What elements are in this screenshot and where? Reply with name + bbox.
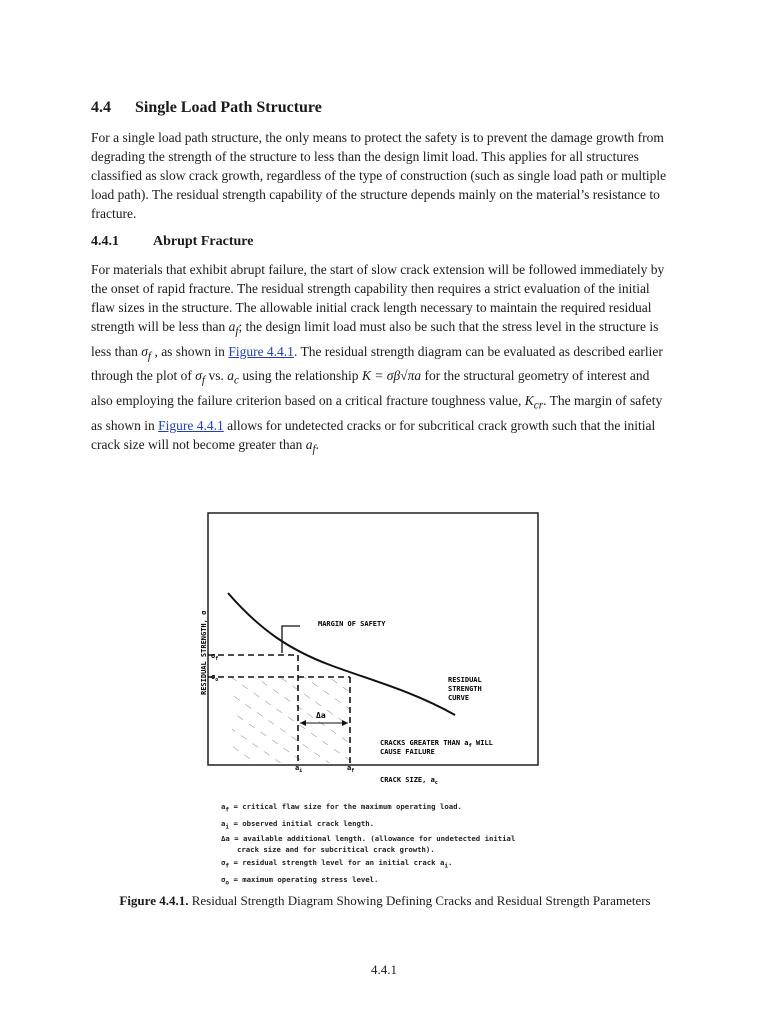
text-run: . The residual strength diagram can be evaluated as described earlier through the plot of — [91, 343, 663, 384]
y-axis-label: RESIDUAL STRENGTH, σ — [200, 610, 208, 695]
math-sigma-f-2: $\sigma_f$ — [195, 368, 206, 388]
margin-leader — [282, 626, 300, 653]
math-sigma-f: $\sigma_f$ — [141, 343, 152, 363]
figure-caption — [100, 892, 670, 910]
y-tick-sigma-o: $\sigma_o$ — [211, 673, 219, 683]
section-number: 4.4 — [91, 99, 111, 116]
math-af-2: $a_f$ — [305, 436, 316, 456]
subsection-heading — [91, 234, 253, 250]
delta-a-label: Δa — [316, 711, 326, 720]
curve-label-1: RESIDUAL — [448, 676, 482, 684]
legend-row: $\sigma_f$ = residual strength level for an initial crack $a_i$. — [221, 857, 453, 870]
failure-label-1: CRACKS GREATER THAN $a_f$ WILL — [380, 739, 493, 749]
text-run: . The margin of safety as shown in — [91, 393, 663, 433]
math-ac: $a_c$ — [227, 368, 239, 388]
text-run: For materials that exhibit abrupt failure, the start of slow crack extension will be followed immediately by the onset of rapid fracture. The residual strength capability then requires a strict evaluation of the initial flaw sizes in the structure. The allowable initial crack length necessary to maintain the required residual strength will be less than — [91, 262, 665, 334]
caption-label: Figure 4.4.1. — [119, 893, 189, 908]
paragraph-abrupt-fracture — [91, 260, 671, 459]
subsection-title: Abrupt Fracture — [153, 234, 254, 249]
subsection-number: 4.4.1 — [91, 234, 119, 249]
legend-row: crack size and for subcritical crack growth). — [237, 844, 435, 854]
paragraph-intro: For a single load path structure, the only means to protect the safety is to prevent the damage growth from degrading the strength of the structure to less than the design limit load. This applies for all structures classified as slow crack growth, regardless of the type of construction (such as single load path or multiple load path). The residual strength capability of the structure depends mainly on the material’s resistance to fracture. — [91, 130, 667, 221]
math-kcr: $K_{cr}$ — [524, 393, 544, 412]
hatched-region — [232, 677, 350, 763]
text-run: using the relationship — [238, 368, 362, 384]
text-run: , as shown in — [151, 343, 229, 359]
section-title: Single Load Path Structure — [135, 99, 322, 116]
section-heading — [91, 99, 322, 117]
x-tick-af: $a_f$ — [347, 764, 355, 774]
legend-row: Δa = available additional length. (allowance for undetected initial — [221, 833, 516, 843]
formula: K = σβ√πa — [361, 368, 422, 384]
figure-legend — [221, 800, 561, 890]
text-run: vs. — [205, 368, 228, 384]
legend-row: $a_i$ = observed initial crack length. — [221, 818, 375, 831]
x-tick-ai: $a_i$ — [295, 764, 303, 774]
figure-link[interactable]: Figure 4.4.1 — [228, 343, 294, 359]
curve-label-3: CURVE — [448, 694, 470, 702]
math-af: $a_f$ — [228, 319, 239, 338]
legend-row: $a_f$ = critical flaw size for the maximum operating load. — [221, 802, 462, 814]
failure-label-2: CAUSE FAILURE — [380, 748, 435, 756]
curve-label-2: STRENGTH — [448, 685, 482, 693]
text-run: allows for undetected cracks or for subcritical crack growth such that the initial crack size will not become greater than — [91, 417, 656, 452]
text-run: ; the design limit load must also be such that the stress level in the structure is less than — [91, 319, 659, 359]
page-number: 4.4.1 — [371, 962, 397, 977]
caption-text: Residual Strength Diagram Showing Defining Cracks and Residual Strength Parameters — [188, 893, 651, 908]
y-tick-sigma-f: $\sigma_f$ — [211, 652, 219, 662]
margin-of-safety-label: MARGIN OF SAFETY — [318, 620, 386, 628]
x-axis-label: CRACK SIZE, $a_c$ — [380, 776, 438, 786]
legend-row: $\sigma_o$ = maximum operating stress level. — [221, 874, 379, 887]
figure-link-2[interactable]: Figure 4.4.1 — [158, 417, 224, 433]
text-run: . — [315, 436, 320, 452]
text-run: for the structural geometry of interest and also employing the failure criterion based on a critical fracture toughness value, — [91, 368, 650, 409]
